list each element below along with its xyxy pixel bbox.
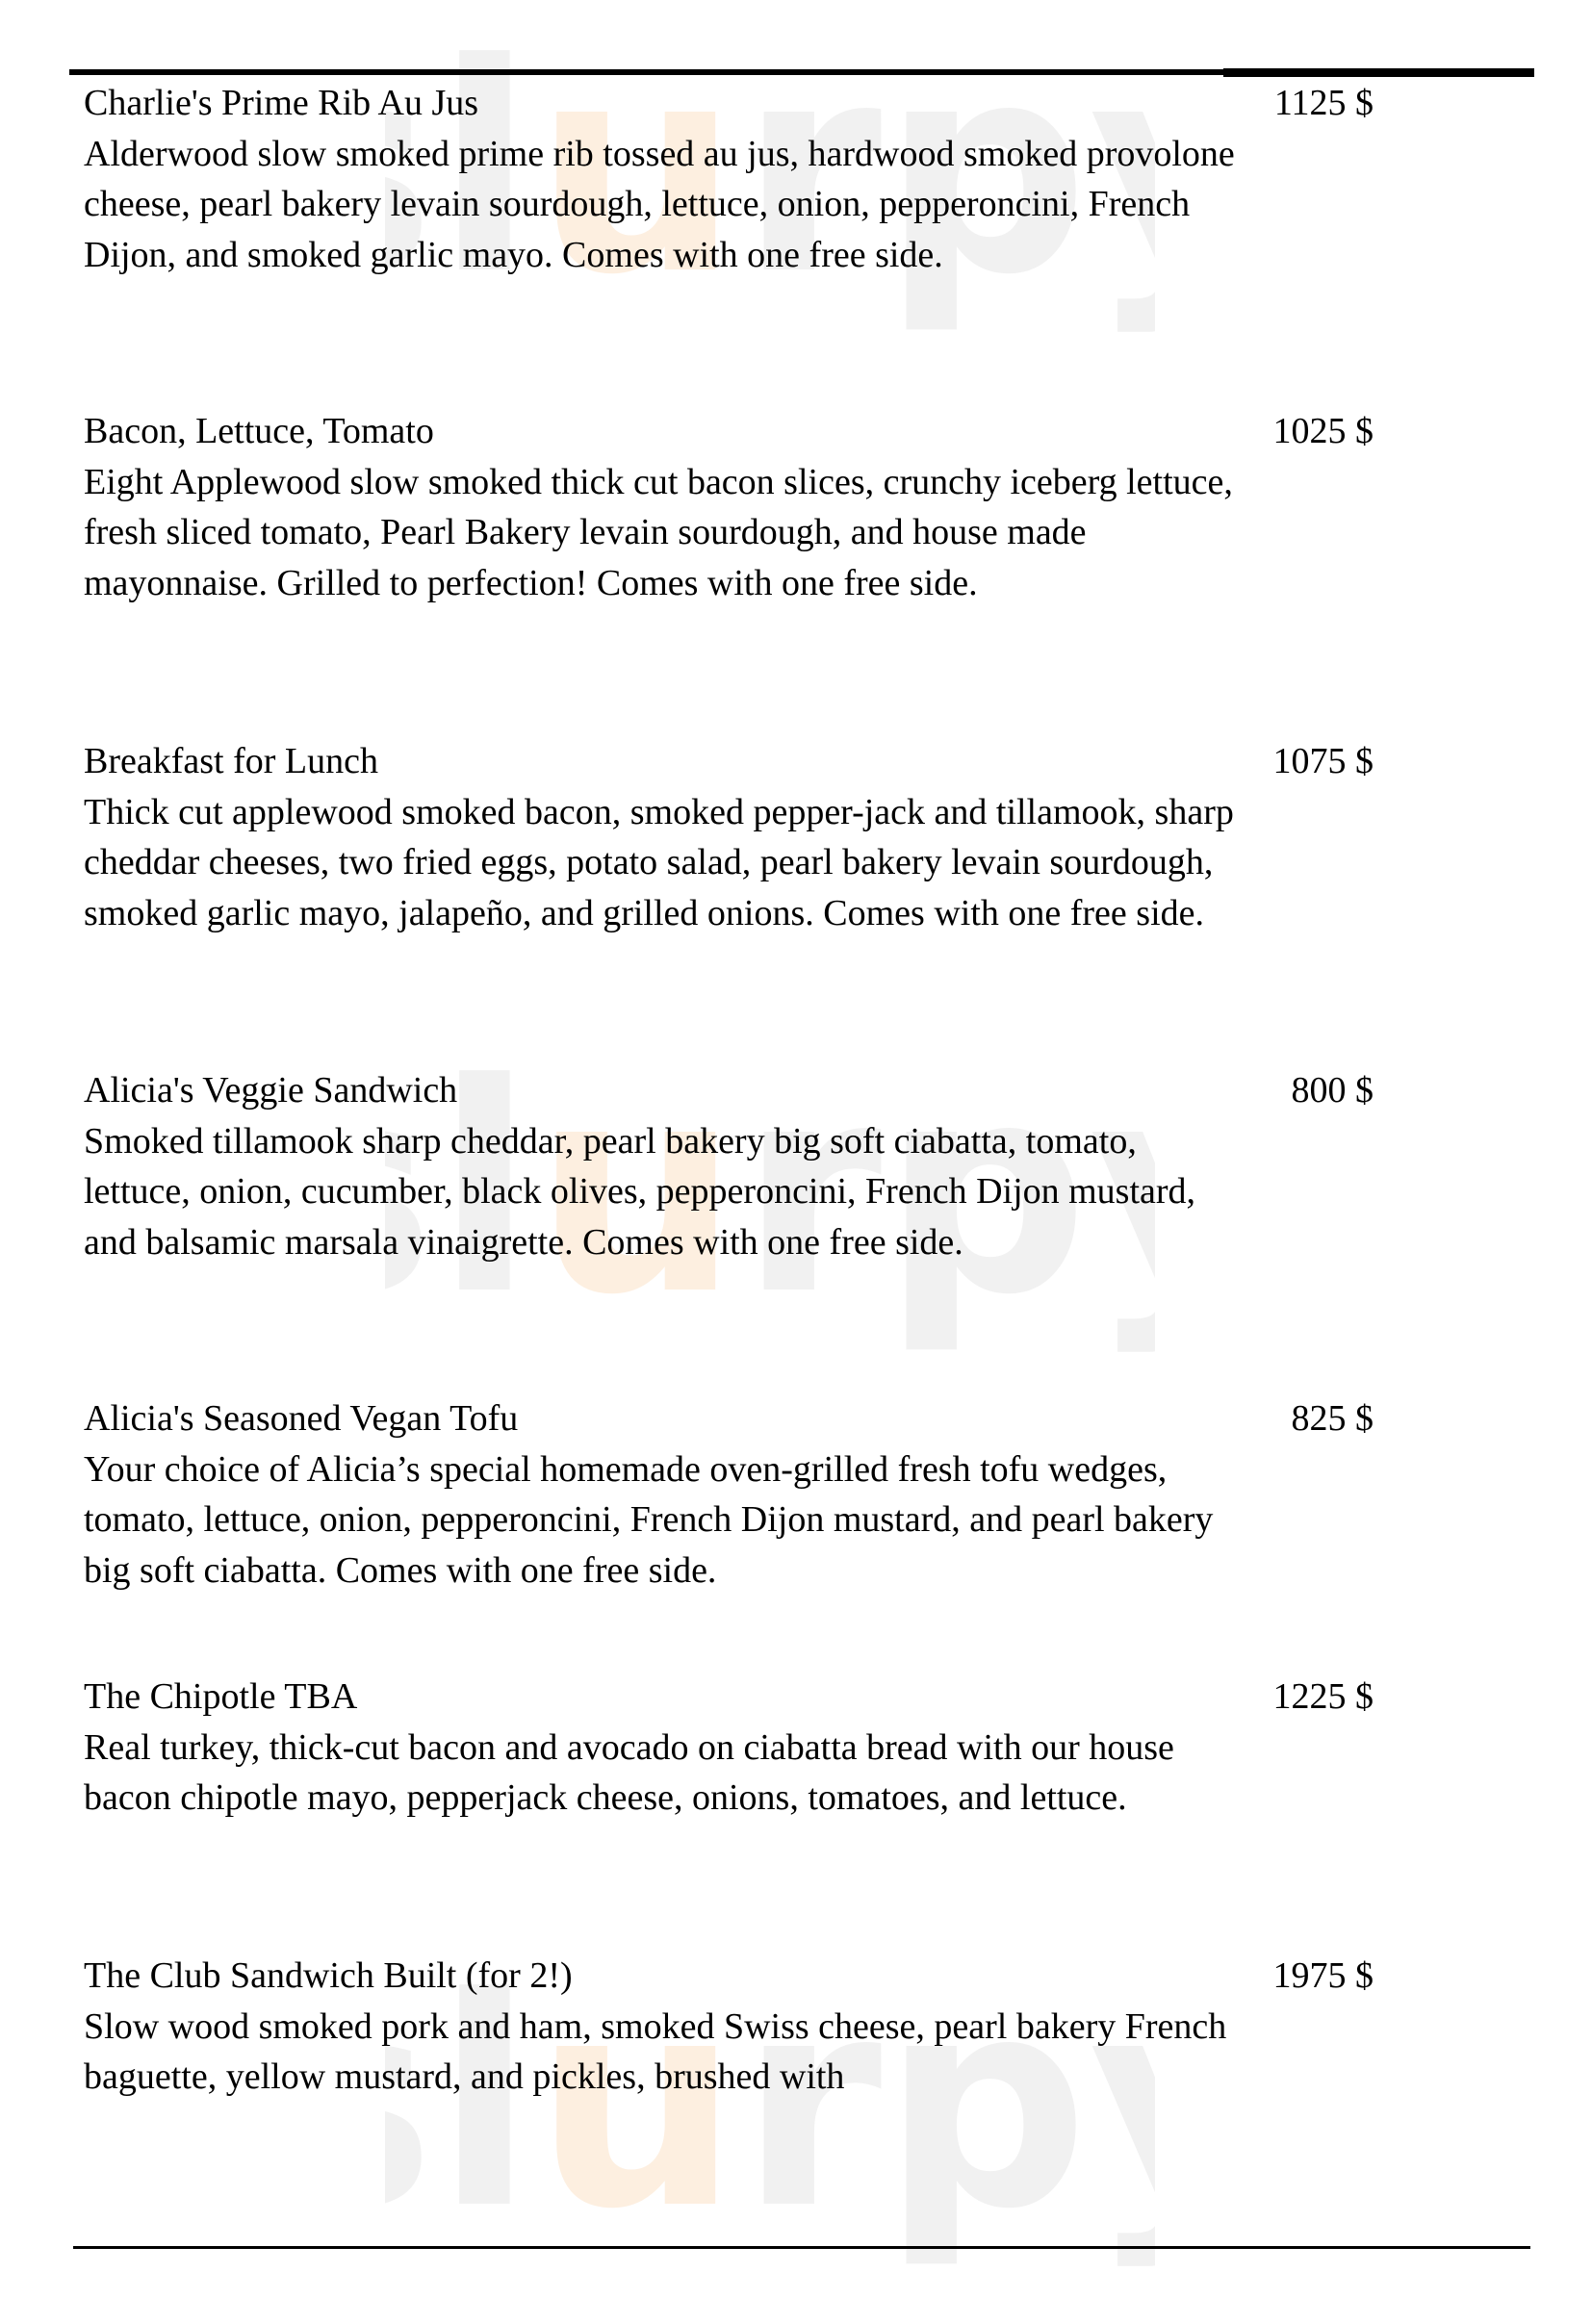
item-price: 825 $ [1291, 1398, 1374, 1439]
menu-item [84, 406, 1374, 608]
item-price: 1225 $ [1272, 1676, 1374, 1717]
bottom-rule [73, 2246, 1530, 2249]
item-name: The Club Sandwich Built (for 2!) [84, 1955, 573, 1996]
menu-item [84, 736, 1374, 938]
item-name: Alicia's Seasoned Vegan Tofu [84, 1398, 519, 1439]
svg-text:slurpy: lurp [434, 1022, 1090, 1358]
item-name: Alicia's Veggie Sandwich [84, 1070, 458, 1111]
item-description: Alderwood slow smoked prime rib tossed au jus, hardwood smoked provolone cheese, pearl bakery levain sourdough, lettuce, onion, pepperoncini, French Dijon, and smoked garlic mayo. Comes with one free side. [84, 133, 1235, 275]
item-description: Real turkey, thick-cut bacon and avocado on ciabatta bread with our house bacon chipotle mayo, pepperjack cheese, onions, tomatoes, and lettuce. [84, 1726, 1174, 1818]
menu-item [84, 1951, 1374, 2103]
item-name: The Chipotle TBA [84, 1676, 358, 1717]
svg-text:slurpy: lurp [434, 1936, 1090, 2272]
item-description: Smoked tillamook sharp cheddar, pearl bakery big soft ciabatta, tomato, lettuce, onion, cucumber, black olives, pepperoncini, French Dijon mustard, and balsamic marsala vinaigrette. Comes with one free side. [84, 1120, 1196, 1263]
item-description: Slow wood smoked pork and ham, smoked Swiss cheese, pearl bakery French baguette, yellow mustard, and pickles, brushed with [84, 2005, 1227, 2097]
item-name: Breakfast for Lunch [84, 741, 378, 781]
item-price: 1125 $ [1273, 83, 1374, 123]
top-rule-price-column [1223, 68, 1534, 77]
item-name: Charlie's Prime Rib Au Jus [84, 83, 479, 123]
menu-item [84, 78, 1374, 280]
item-name: Bacon, Lettuce, Tomato [84, 411, 434, 451]
item-price: 1075 $ [1272, 741, 1374, 781]
svg-text:slurpy: lurp [434, 2, 1090, 338]
top-rule [69, 69, 1224, 75]
item-description: Eight Applewood slow smoked thick cut bacon slices, crunchy iceberg lettuce, fresh sliced tomato, Pearl Bakery levain sourdough, and house made mayonnaise. Grilled to perfection! Comes with one free side. [84, 461, 1233, 603]
item-price: 1975 $ [1272, 1955, 1374, 1996]
item-description: Thick cut applewood smoked bacon, smoked pepper-jack and tillamook, sharp cheddar cheeses, two fried eggs, potato salad, pearl bakery levain sourdough, smoked garlic mayo, jalapeño, and grilled onions. Comes with one free side. [84, 791, 1234, 933]
item-price: 800 $ [1291, 1070, 1374, 1111]
item-description: Your choice of Alicia’s special homemade oven-grilled fresh tofu wedges, tomato, lettuce, onion, pepperoncini, French Dijon mustard, and pearl bakery big soft ciabatta. Comes with one free side. [84, 1448, 1214, 1591]
menu-item [84, 1672, 1374, 1824]
item-price: 1025 $ [1272, 411, 1374, 451]
menu-item [84, 1065, 1374, 1267]
menu-item [84, 1393, 1374, 1596]
